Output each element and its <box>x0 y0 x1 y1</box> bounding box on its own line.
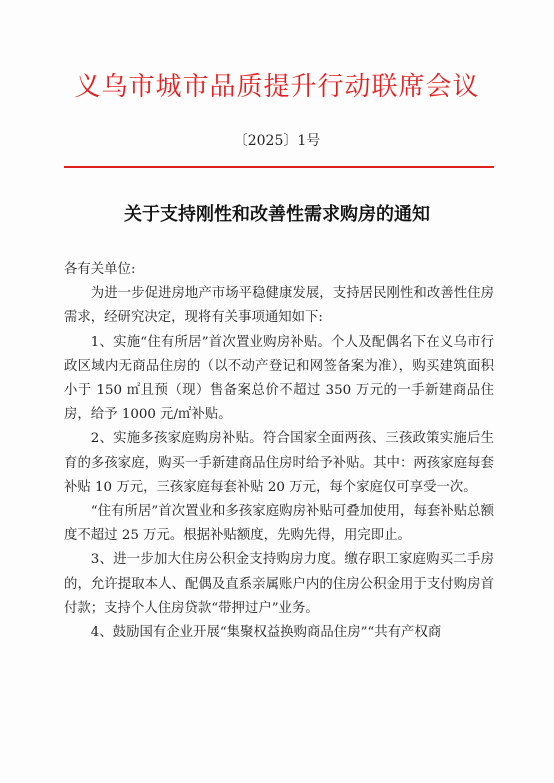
document-number: 〔2025〕1号 <box>233 133 321 149</box>
notice-body <box>64 258 494 645</box>
paragraph-subsidy-combination: “住有所居”首次置业和多孩家庭购房补贴可叠加使用，每套补贴总额度不超过 25 万元。根据补贴额度，先购先得，用完即止。 <box>64 504 494 544</box>
paragraph-item-4: 4、鼓励国有企业开展“集聚权益换购商品住房”“共有产权商 <box>90 625 442 641</box>
salutation: 各有关单位: <box>64 262 136 277</box>
paragraph-item-1: 1、实施“住有所居”首次置业购房补贴。个人及配偶名下在义乌市行政区域内无商品住房的（以不动产登记和网签备案为准），购买建筑面积小于 150 ㎡且预（现）售备案总价不超过 350 万元的一手新建商品住房，给予 1000 元/㎡补贴。 <box>64 334 494 423</box>
paragraph-intro: 为进一步促进房地产市场平稳健康发展，支持居民刚性和改善性住房需求，经研究决定，现将有关事项通知如下: <box>64 286 494 326</box>
paragraph-item-2: 2、实施多孩家庭购房补贴。符合国家全面两孩、三孩政策实施后生育的多孩家庭，购买一手新建商品住房时给予补贴。其中：两孩家庭每套补贴 10 万元，三孩家庭每套补贴 20 万元，每个家庭仅可享受一次。 <box>64 431 494 495</box>
red-divider-line <box>64 166 494 168</box>
paragraph-item-3: 3、进一步加大住房公积金支持购房力度。缴存职工家庭购买二手房的，允许提取本人、配偶及直系亲属账户内的住房公积金用于支付购房首付款；支持个人住房贷款“带押过户”业务。 <box>64 552 494 616</box>
issuing-authority-header: 义乌市城市品质提升行动联席会议 <box>74 72 480 102</box>
notice-title: 关于支持刚性和改善性需求购房的通知 <box>124 204 430 225</box>
